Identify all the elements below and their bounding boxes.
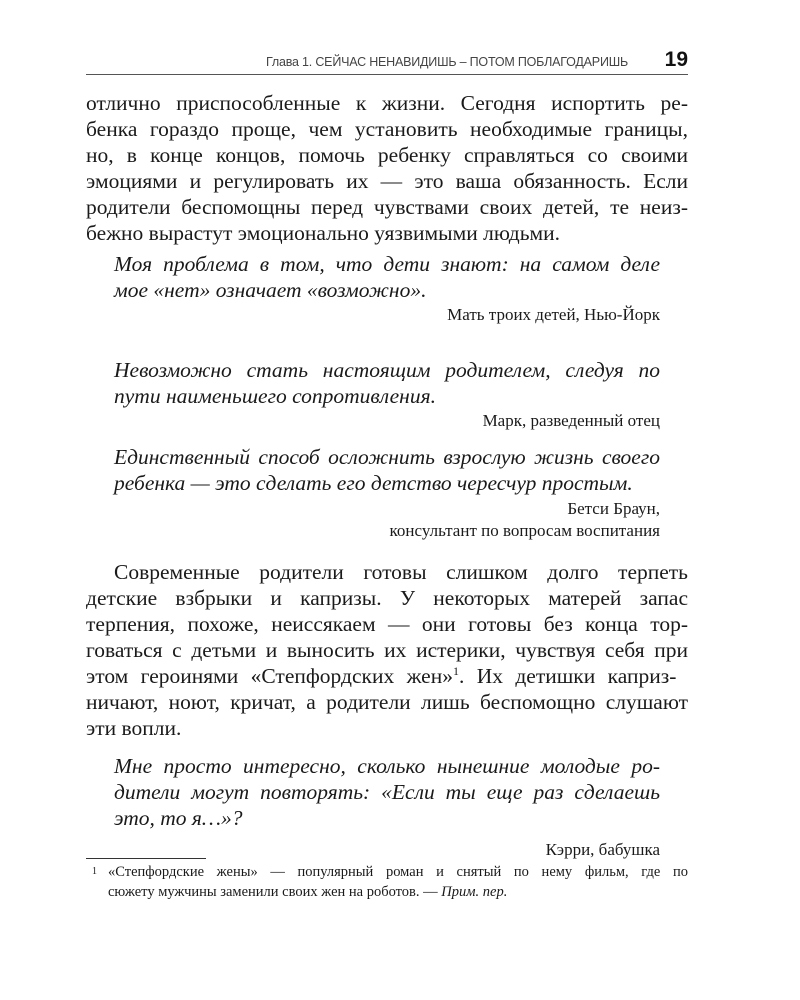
quote-line: пути наименьшего сопротивления. [114,384,436,408]
text-line: родители беспомощны перед чувствами своих детей, те неиз- [86,195,688,219]
quote-attribution: Кэрри, бабушка [545,840,660,859]
quote-line: Единственный способ осложнить взрослую жизнь своего [114,445,660,469]
text-line: эти вопли. [86,716,182,740]
text-line: бежно вырастут эмоционально уязвимыми людьми. [86,221,561,245]
quote-attribution: консультант по вопросам воспитания [389,521,660,540]
text-line: Современные родители готовы слишком долго терпеть [114,560,688,584]
text-line [86,663,688,689]
footnote-line: «Степфордские жены» — популярный роман и снятый по нему фильм, где по [108,864,688,880]
footnote-reference[interactable]: 1 [452,663,459,678]
quote-line: мое «нет» означает «возможно». [114,278,427,302]
footnote-marker: 1 [92,866,97,877]
text-line: ничают, ноют, кричат, а родители лишь беспомощно слушают [86,690,688,714]
quote-line: Мне просто интересно, сколько нынешние молодые ро- [114,754,660,778]
quote-attribution: Бетси Браун, [567,499,660,518]
quote-attribution: Марк, разведенный отец [482,411,660,430]
text-span: . Их детишки каприз- [458,664,677,688]
quote-line: это, то я…»? [114,806,243,830]
text-line: но, в конце концов, помочь ребенку справляться со своими [86,143,688,167]
quote-attribution: Мать троих детей, Нью-Йорк [447,305,660,324]
text-span: этом героинями «Степфордских жен» [86,664,453,688]
quote-line: Невозможно стать настоящим родителем, следуя по [114,358,660,382]
running-header [86,50,688,75]
quote-line: Моя проблема в том, что дети знают: на самом деле [114,252,660,276]
quote-line: дители могут повторять: «Если ты еще раз сделаешь [114,780,660,804]
text-line: бенка гораздо проще, чем установить необходимые границы, [86,117,688,141]
quote-line: ребенка — это сделать его детство чересчур простым. [114,471,633,495]
footnote-text: сюжету мужчины заменили своих жен на роботов. — [108,884,442,900]
translator-note: Прим. пер. [441,884,508,900]
footnote-line [108,882,688,902]
text-line: детские взбрыки и капризы. У некоторых матерей запас [86,586,688,610]
chapter-title: Глава 1. СЕЙЧАС НЕНАВИДИШЬ – ПОТОМ ПОБЛАГОДАРИШЬ [266,55,628,69]
text-line: терпения, похоже, неиссякаем — они готовы без конца тор- [86,612,688,636]
text-line: говаться с детьми и выносить их истерики, чувствуя себя при [86,638,688,662]
text-line: отлично приспособленные к жизни. Сегодня испортить ре- [86,91,688,115]
page-number: 19 [664,48,688,71]
text-line: эмоциями и регулировать их — это ваша обязанность. Если [86,169,688,193]
footnote-divider [86,858,206,859]
